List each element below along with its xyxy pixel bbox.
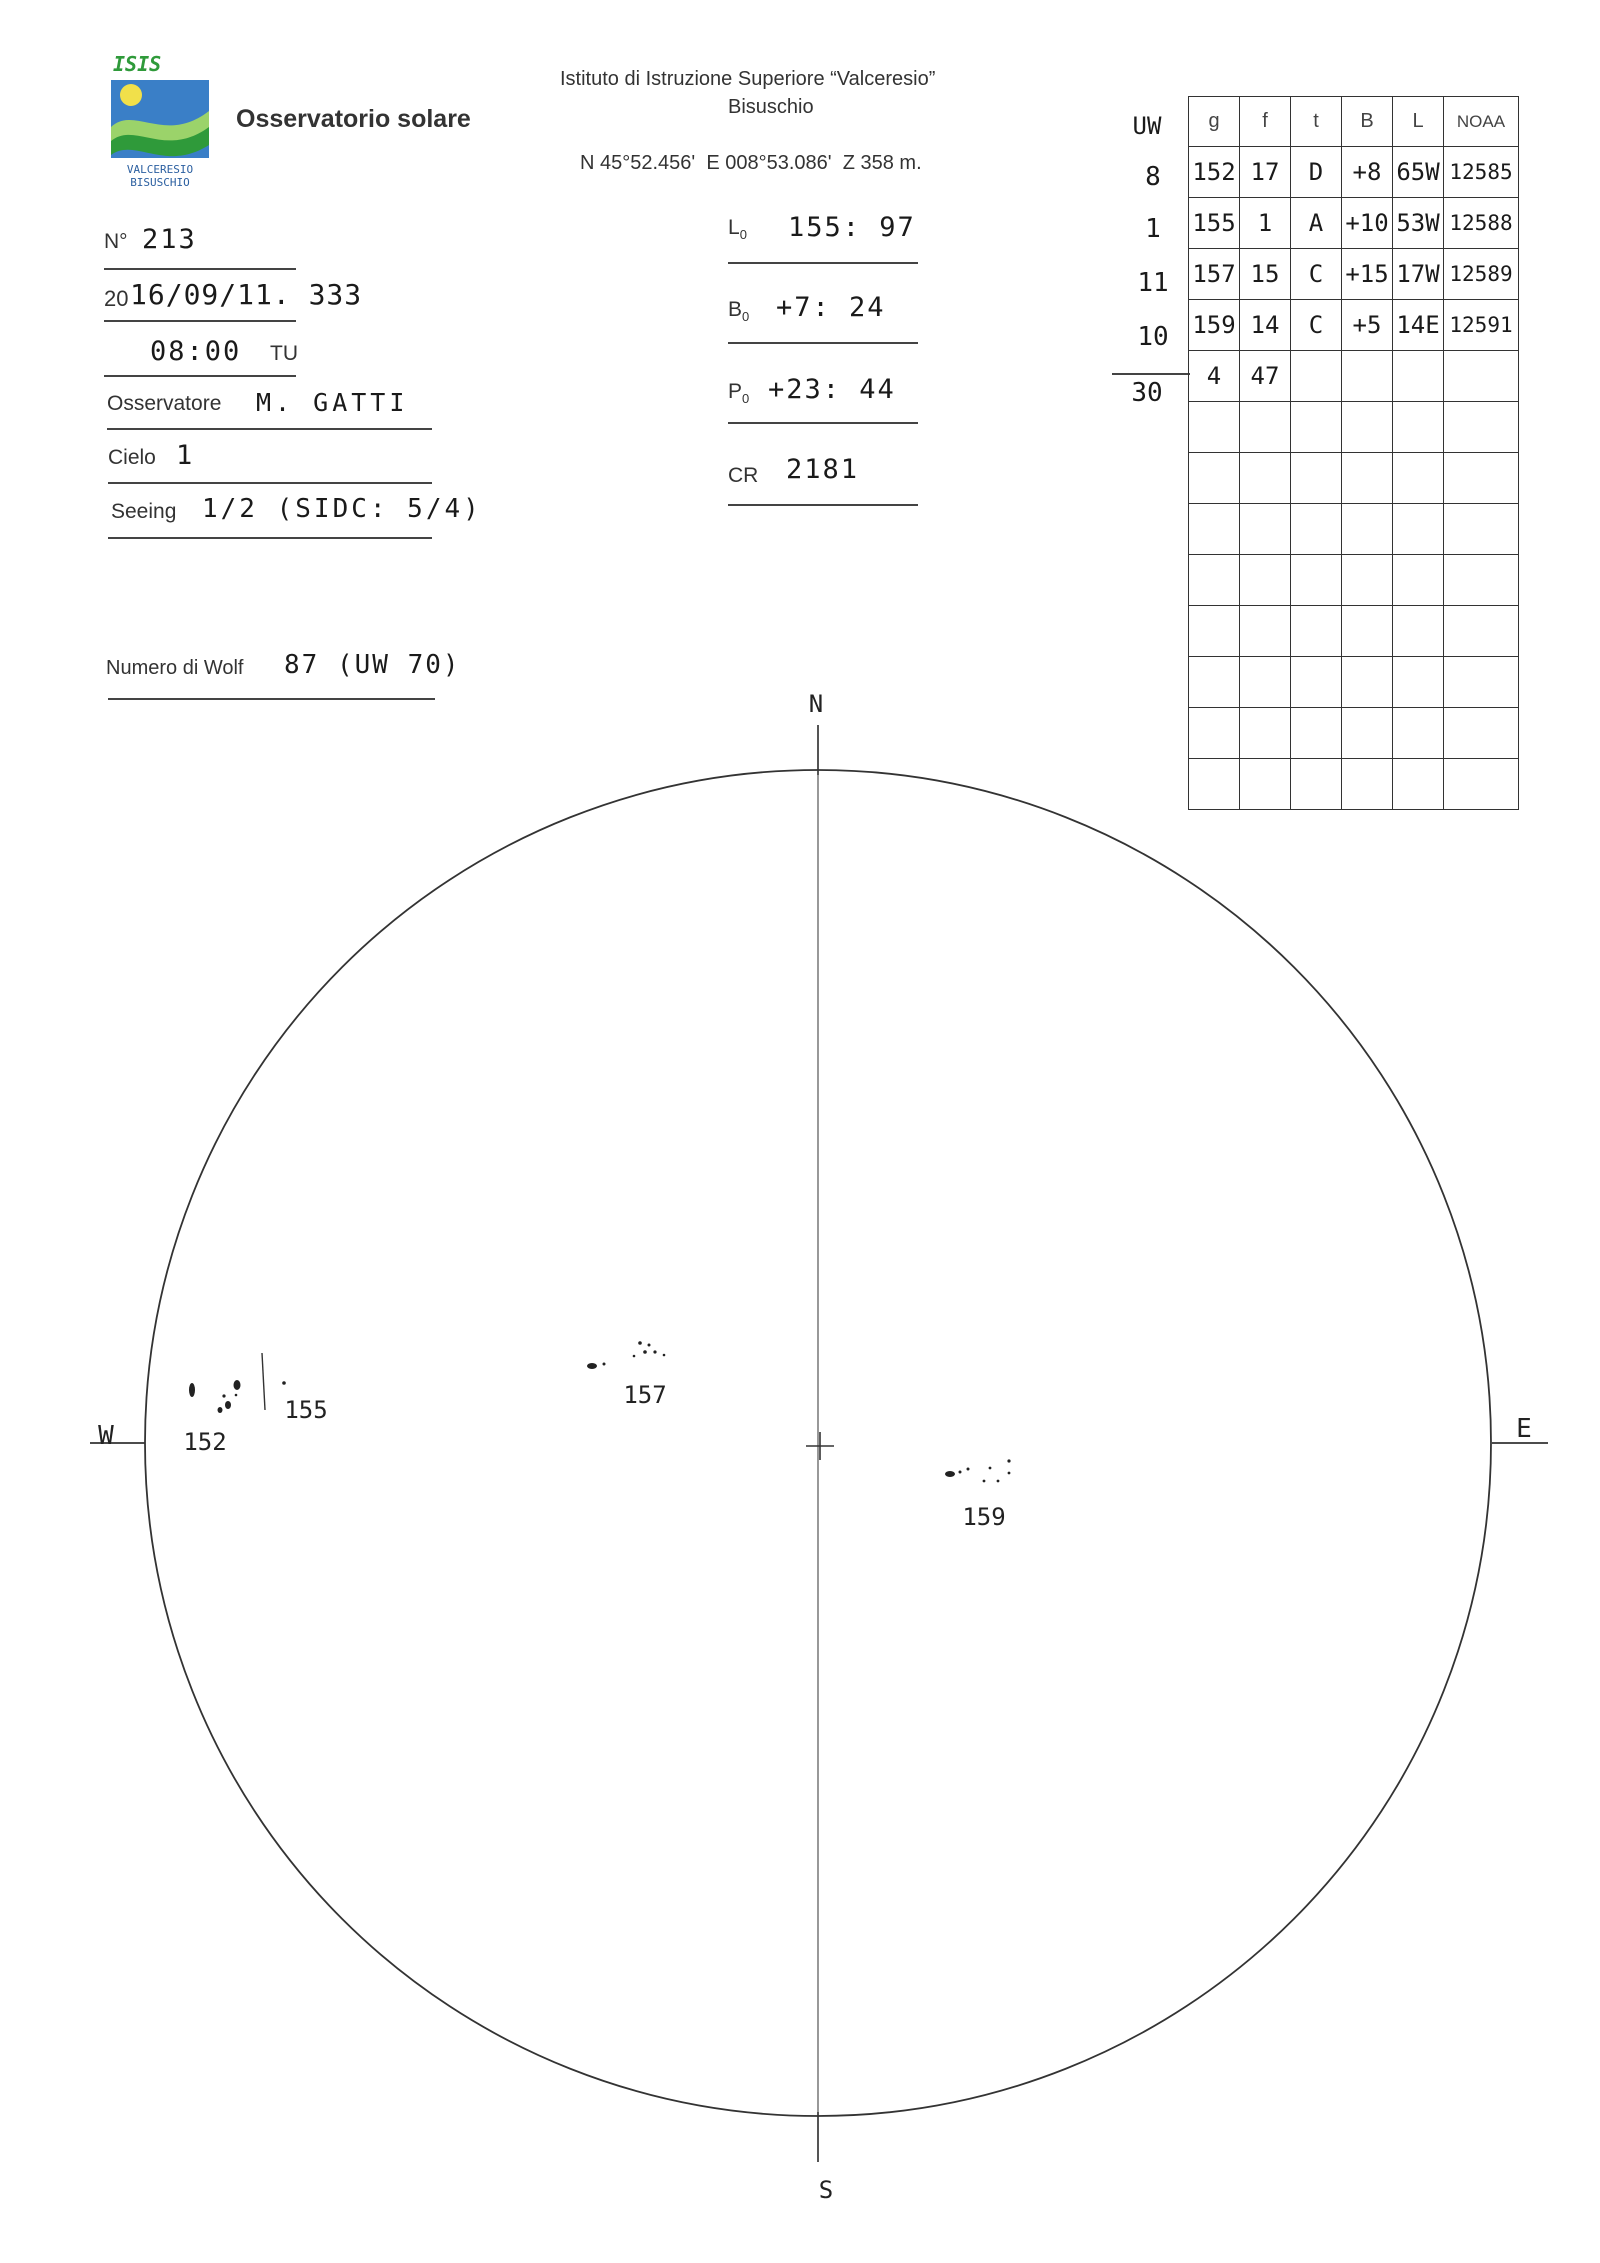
cell-noaa: 12589 xyxy=(1444,249,1519,300)
l0-sub: 0 xyxy=(739,227,747,243)
group-label-157: 157 xyxy=(623,1381,667,1409)
west-label: W xyxy=(98,1421,114,1451)
group-label-155: 155 xyxy=(284,1396,328,1424)
group-155-marker xyxy=(262,1353,265,1410)
cell-f: 1 xyxy=(1240,198,1291,249)
date-value: 16/09/11. 333 xyxy=(130,278,363,311)
cell-b: +10 xyxy=(1342,198,1393,249)
sunspot-group-157 xyxy=(587,1341,665,1369)
sunspot-group-155 xyxy=(282,1381,286,1385)
header-g: g xyxy=(1189,97,1240,147)
cell-l: 53W xyxy=(1393,198,1444,249)
logo-sub1: VALCERESIO xyxy=(126,163,194,176)
cell-l: 17W xyxy=(1393,249,1444,300)
page-title: Osservatorio solare xyxy=(236,105,471,133)
uw-header: UW xyxy=(1132,112,1162,140)
group-label-152: 152 xyxy=(183,1428,227,1456)
wolf-label: Numero di Wolf xyxy=(106,657,244,679)
east-label: E xyxy=(1516,1414,1532,1444)
uw-total: 30 xyxy=(1131,378,1163,408)
cell-l: 65W xyxy=(1393,147,1444,198)
header-l: L xyxy=(1393,97,1444,147)
cell-g: 155 xyxy=(1189,198,1240,249)
cell-t: D xyxy=(1291,147,1342,198)
number-label: N° xyxy=(104,230,128,253)
cell-b: +8 xyxy=(1342,147,1393,198)
header-noaa: NOAA xyxy=(1444,97,1519,147)
seeing-label: Seeing xyxy=(111,500,177,523)
sky-label: Cielo xyxy=(108,446,156,469)
institute-name: Istituto di Istruzione Superiore “Valceresio” xyxy=(560,68,936,90)
cell-noaa: 12588 xyxy=(1444,198,1519,249)
l0-letter: L xyxy=(728,216,740,239)
cell-g: 159 xyxy=(1189,300,1240,351)
cell-g: 157 xyxy=(1189,249,1240,300)
time-value: 08:00 xyxy=(150,336,242,367)
cr-value: 2181 xyxy=(786,454,860,485)
cell-t: C xyxy=(1291,300,1342,351)
sunspot-group-152 xyxy=(189,1380,241,1413)
logo-wordmark: ISIS xyxy=(113,55,162,76)
cell-t: C xyxy=(1291,249,1342,300)
cell-g: 4 xyxy=(1189,351,1240,402)
observatory-coords: N 45°52.456' E 008°53.086' Z 358 m. xyxy=(580,152,922,174)
cell-noaa: 12591 xyxy=(1444,300,1519,351)
cell-t: A xyxy=(1291,198,1342,249)
observer-label: Osservatore xyxy=(107,392,222,415)
seeing-value: 1/2 (SIDC: 5/4) xyxy=(202,494,482,524)
cell-g: 152 xyxy=(1189,147,1240,198)
p0-sub: 0 xyxy=(742,391,750,407)
logo-sub2: BISUSCHIO xyxy=(130,176,190,189)
south-label: S xyxy=(818,2176,834,2204)
b0-letter: B xyxy=(728,298,743,321)
p0-value: +23: 44 xyxy=(768,374,896,405)
cell-f: 15 xyxy=(1240,249,1291,300)
number-value: 213 xyxy=(142,224,197,255)
cell-f: 17 xyxy=(1240,147,1291,198)
cell-f: 14 xyxy=(1240,300,1291,351)
date-prefix: 20 xyxy=(104,286,129,311)
sky-value: 1 xyxy=(176,440,195,471)
sunspot-group-159 xyxy=(945,1459,1011,1482)
cell-l: 14E xyxy=(1393,300,1444,351)
cr-label: CR xyxy=(728,464,759,487)
header-f: f xyxy=(1240,97,1291,147)
uw-row-3: 11 xyxy=(1137,268,1169,298)
group-label-159: 159 xyxy=(962,1503,1006,1531)
header-t: t xyxy=(1291,97,1342,147)
uw-row-1: 8 xyxy=(1145,162,1161,192)
uw-row-4: 10 xyxy=(1137,322,1169,352)
cell-b: +15 xyxy=(1342,249,1393,300)
b0-value: +7: 24 xyxy=(776,292,886,323)
cell-f: 47 xyxy=(1240,351,1291,402)
uw-row-2: 1 xyxy=(1145,214,1161,244)
institute-town: Bisuschio xyxy=(728,96,814,118)
header-b: B xyxy=(1342,97,1393,147)
l0-value: 155: 97 xyxy=(788,212,916,243)
b0-sub: 0 xyxy=(742,309,750,325)
cell-noaa: 12585 xyxy=(1444,147,1519,198)
observer-value: M. GATTI xyxy=(256,388,409,417)
p0-letter: P xyxy=(728,380,743,403)
cell-b: +5 xyxy=(1342,300,1393,351)
north-label: N xyxy=(808,690,824,718)
wolf-value: 87 (UW 70) xyxy=(284,650,461,680)
time-unit: TU xyxy=(270,342,298,365)
